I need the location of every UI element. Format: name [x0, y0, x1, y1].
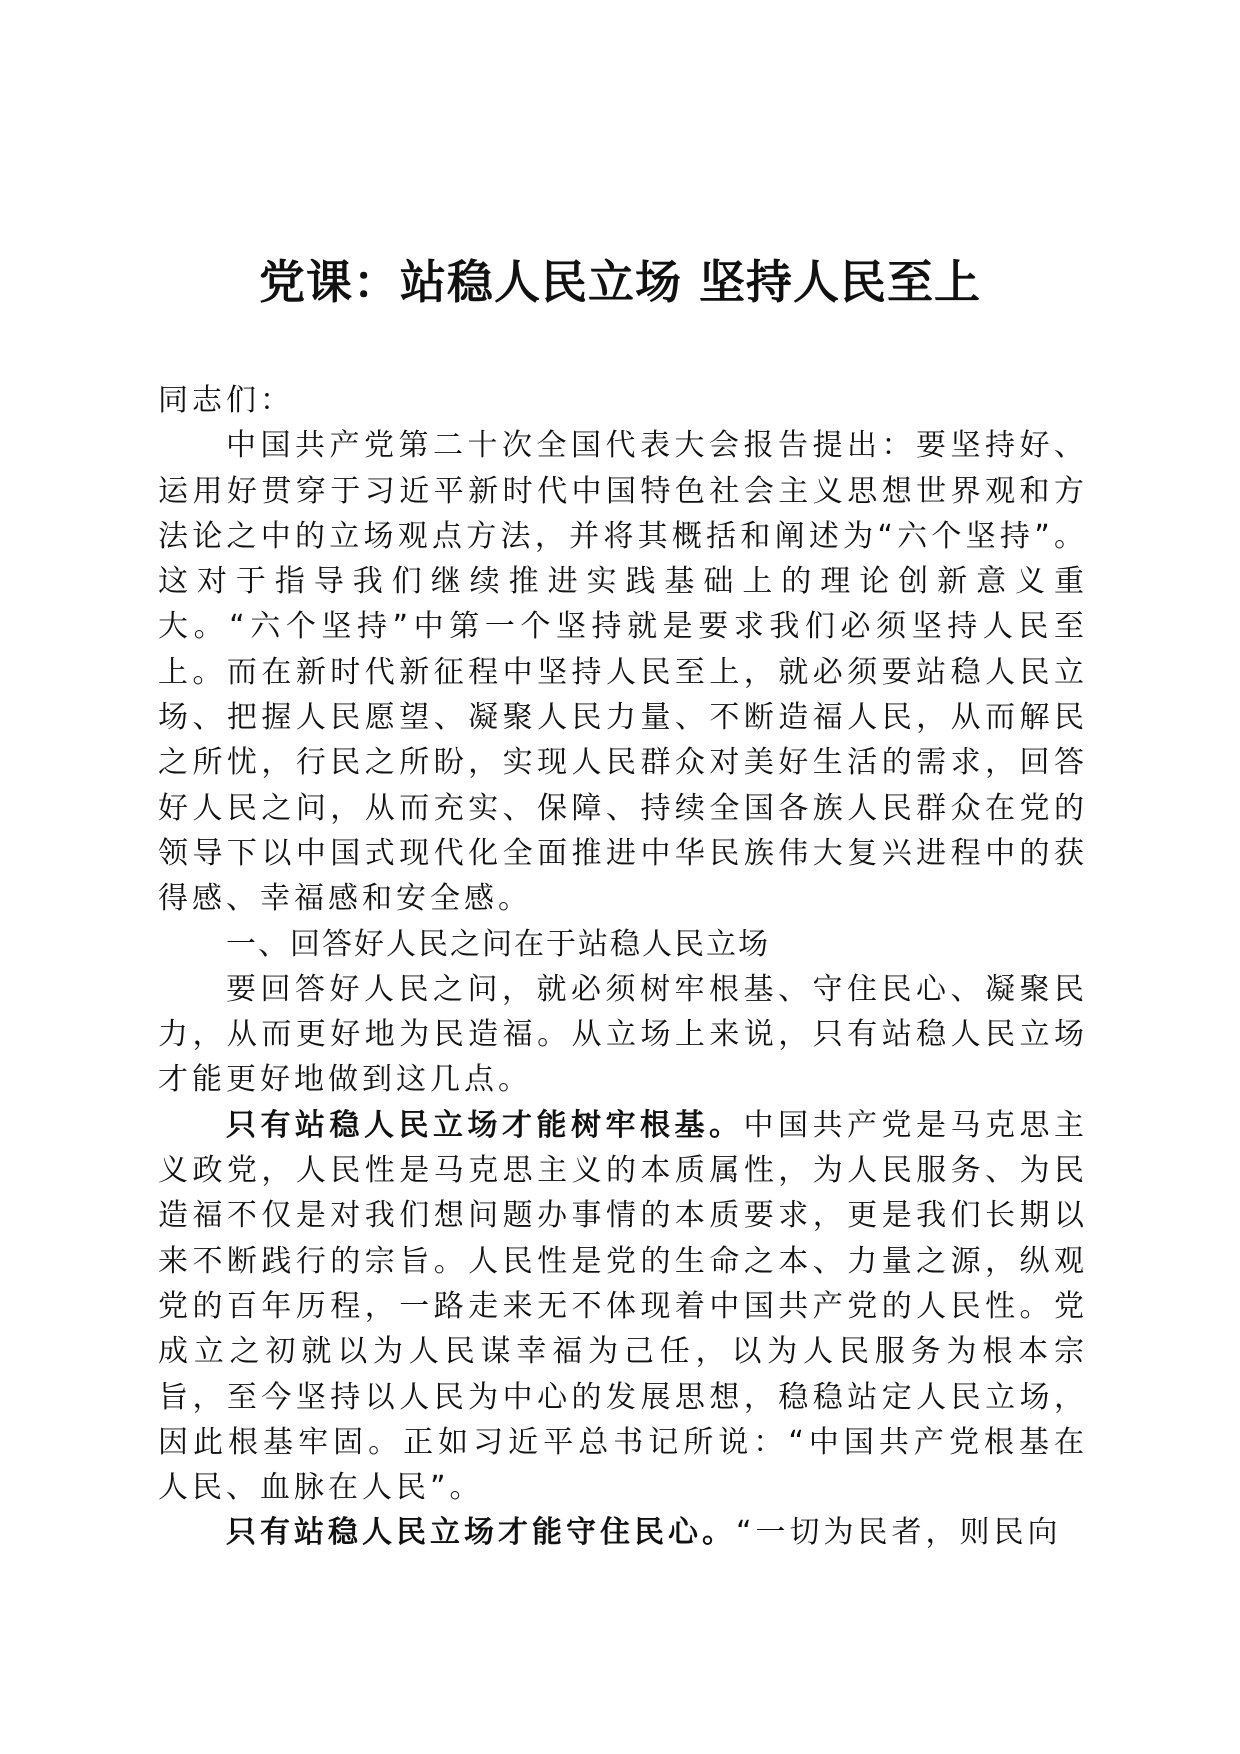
- document-title: 党课：站稳人民立场 坚持人民至上: [258, 255, 981, 309]
- section-heading: 一、回答好人民之问在于站稳人民立场: [226, 926, 770, 962]
- paragraph-lead: 只有站稳人民立场才能树牢根基。: [226, 1107, 744, 1143]
- section-paragraph: [158, 1510, 1088, 1555]
- section-paragraph: [158, 1103, 1088, 1511]
- document-body: [158, 378, 1088, 1556]
- section-paragraph: 要回答好人民之问，就必须树牢根基、守住民心、凝聚民力，从而更好地为民造福。从立场上来说，只有站稳人民立场才能更好地做到这几点。: [158, 971, 1088, 1098]
- paragraph-text: “一切为民者，则民向: [736, 1515, 1062, 1551]
- salutation: 同志们：: [158, 383, 294, 418]
- paragraph-lead: 只有站稳人民立场才能守住民心。: [226, 1515, 736, 1551]
- intro-paragraph: 中国共产党第二十次全国代表大会报告提出：要坚持好、运用好贯穿于习近平新时代中国特色社会主义思想世界观和方法论之中的立场观点方法，并将其概括和阐述为“六个坚持”。这对于指导我们继续推进实践基础上的理论创新意义重大。“六个坚持”中第一个坚持就是要求我们必须坚持人民至上。而在新时代新征程中坚持人民至上，就必须要站稳人民立场、把握人民愿望、凝聚人民力量、不断造福人民，从而解民之所忧，行民之所盼，实现人民群众对美好生活的需求，回答好人民之问，从而充实、保障、持续全国各族人民群众在党的领导下以中国式现代化全面推进中华民族伟大复兴进程中的获得感、幸福感和安全感。: [158, 428, 1088, 917]
- paragraph-text: 中国共产党是马克思主义政党，人民性是马克思主义的本质属性，为人民服务、为民造福不仅是对我们想问题办事情的本质要求，更是我们长期以来不断践行的宗旨。人民性是党的生命之本、力量之源，纵观党的百年历程，一路走来无不体现着中国共产党的人民性。党成立之初就以为人民谋幸福为己任，以为人民服务为根本宗旨，至今坚持以人民为中心的发展思想，稳稳站定人民立场，因此根基牢固。正如习近平总书记所说：“中国共产党根基在人民、血脉在人民”。: [158, 1107, 1088, 1506]
